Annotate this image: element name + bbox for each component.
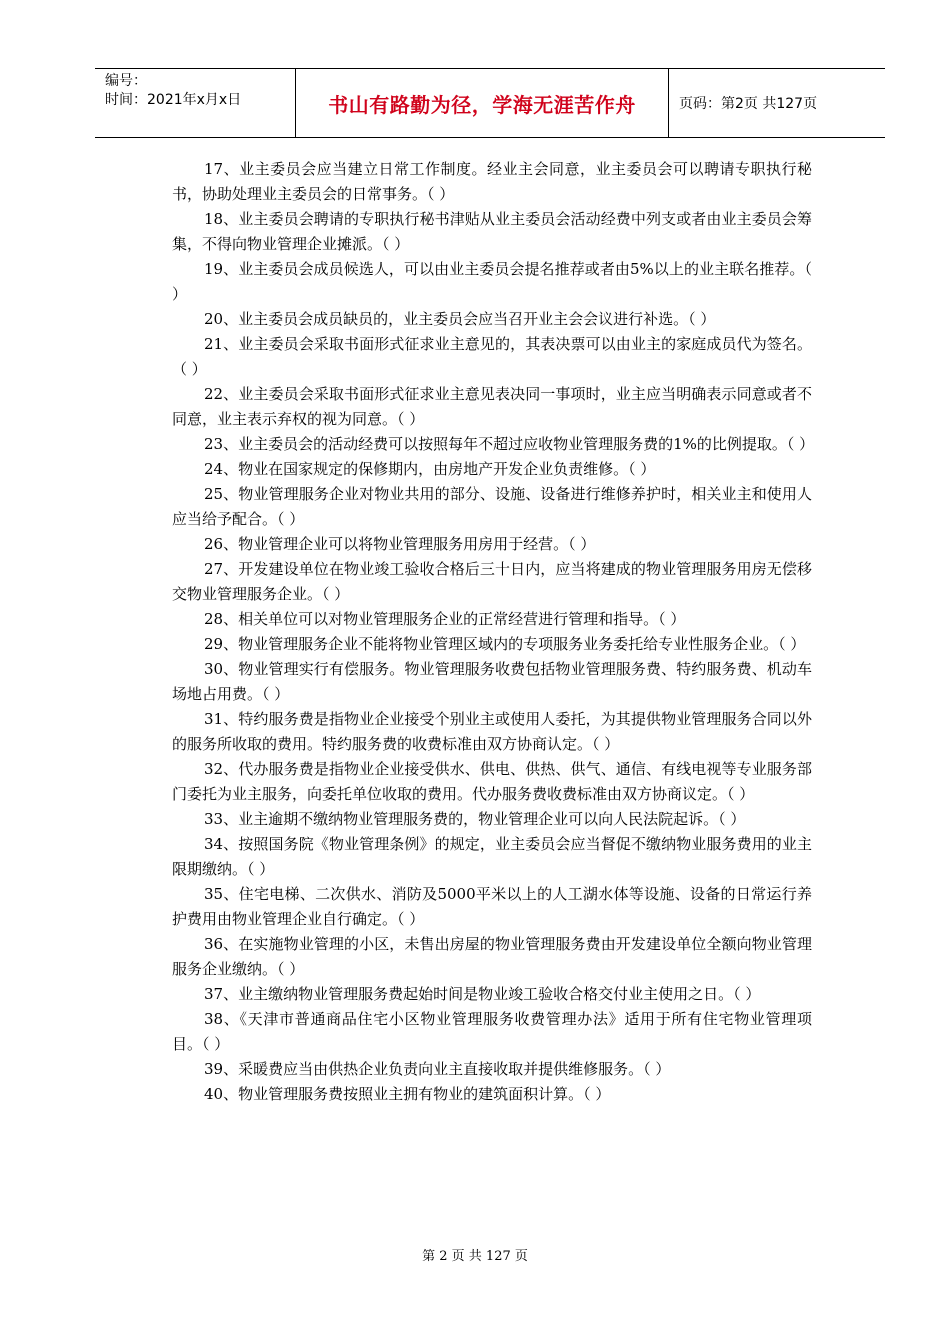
question-list xyxy=(172,157,815,1107)
question-item: 37、业主缴纳物业管理服务费起始时间是物业竣工验收合格交付业主使用之日。（ ） xyxy=(204,985,761,1003)
question-item: 38、《天津市普通商品住宅小区物业管理服务收费管理办法》适用于所有住宅物业管理项目。（ ） xyxy=(172,1010,812,1053)
question-item: 35、住宅电梯、二次供水、消防及5000平米以上的人工湖水体等设施、设备的日常运行养护费用由物业管理企业自行确定。（ ） xyxy=(172,885,812,928)
question-item: 32、代办服务费是指物业企业接受供水、供电、供热、供气、通信、有线电视等专业服务部门委托为业主服务，向委托单位收取的费用。代办服务费收费标准由双方协商议定。（ ） xyxy=(172,760,812,803)
question-item: 27、开发建设单位在物业竣工验收合格后三十日内，应当将建成的物业管理服务用房无偿移交物业管理服务企业。（ ） xyxy=(172,560,812,603)
question-item: 19、业主委员会成员候选人，可以由业主委员会提名推荐或者由5%以上的业主联名推荐。（ ） xyxy=(172,260,812,303)
question-item: 18、业主委员会聘请的专职执行秘书津贴从业主委员会活动经费中列支或者由业主委员会筹集，不得向物业管理企业摊派。（ ） xyxy=(172,210,812,253)
question-item: 20、业主委员会成员缺员的，业主委员会应当召开业主会会议进行补选。（ ） xyxy=(204,310,716,328)
question-item: 26、物业管理企业可以将物业管理服务用房用于经营。（ ） xyxy=(204,535,596,553)
header-page-info-cell xyxy=(669,69,885,137)
document-time-label: 时间：2021年x月x日 xyxy=(105,92,242,108)
question-item: 29、物业管理服务企业不能将物业管理区域内的专项服务业务委托给专业性服务企业。（ ） xyxy=(204,635,806,653)
question-item: 36、在实施物业管理的小区，未售出房屋的物业管理服务费由开发建设单位全额向物业管理服务企业缴纳。（ ） xyxy=(172,935,812,978)
header-meta xyxy=(95,69,296,137)
question-item: 21、业主委员会采取书面形式征求业主意见的，其表决票可以由业主的家庭成员代为签名。（ ） xyxy=(172,335,812,378)
page-footer: 第 2 页 共 127 页 xyxy=(422,1249,528,1264)
document-number-label: 编号： xyxy=(105,73,147,89)
question-item: 17、业主委员会应当建立日常工作制度。经业主会同意，业主委员会可以聘请专职执行秘书，协助处理业主委员会的日常事务。（ ） xyxy=(172,160,812,203)
header-motto-cell xyxy=(296,69,669,137)
question-item: 39、采暖费应当由供热企业负责向业主直接收取并提供维修服务。（ ） xyxy=(204,1060,671,1078)
header-page-info: 页码：第2页 共127页 xyxy=(679,96,818,112)
header-motto: 书山有路勤为径，学海无涯苦作舟 xyxy=(328,92,636,117)
question-item: 40、物业管理服务费按照业主拥有物业的建筑面积计算。（ ） xyxy=(204,1085,611,1103)
question-item: 24、物业在国家规定的保修期内，由房地产开发企业负责维修。（ ） xyxy=(204,460,656,478)
question-item: 31、特约服务费是指物业企业接受个别业主或使用人委托，为其提供物业管理服务合同以外的服务所收取的费用。特约服务费的收费标准由双方协商认定。（ ） xyxy=(172,710,812,753)
page-header xyxy=(95,68,885,138)
question-item: 28、相关单位可以对物业管理服务企业的正常经营进行管理和指导。（ ） xyxy=(204,610,686,628)
question-item: 22、业主委员会采取书面形式征求业主意见表决同一事项时，业主应当明确表示同意或者不同意，业主表示弃权的视为同意。（ ） xyxy=(172,385,812,428)
question-item: 30、物业管理实行有偿服务。物业管理服务收费包括物业管理服务费、特约服务费、机动车场地占用费。（ ） xyxy=(172,660,812,703)
question-item: 25、物业管理服务企业对物业共用的部分、设施、设备进行维修养护时，相关业主和使用人应当给予配合。（ ） xyxy=(172,485,812,528)
question-item: 33、业主逾期不缴纳物业管理服务费的，物业管理企业可以向人民法院起诉。（ ） xyxy=(204,810,746,828)
question-item: 23、业主委员会的活动经费可以按照每年不超过应收物业管理服务费的1%的比例提取。（ ） xyxy=(204,435,815,453)
question-item: 34、按照国务院《物业管理条例》的规定，业主委员会应当督促不缴纳物业服务费用的业主限期缴纳。（ ） xyxy=(172,835,812,878)
